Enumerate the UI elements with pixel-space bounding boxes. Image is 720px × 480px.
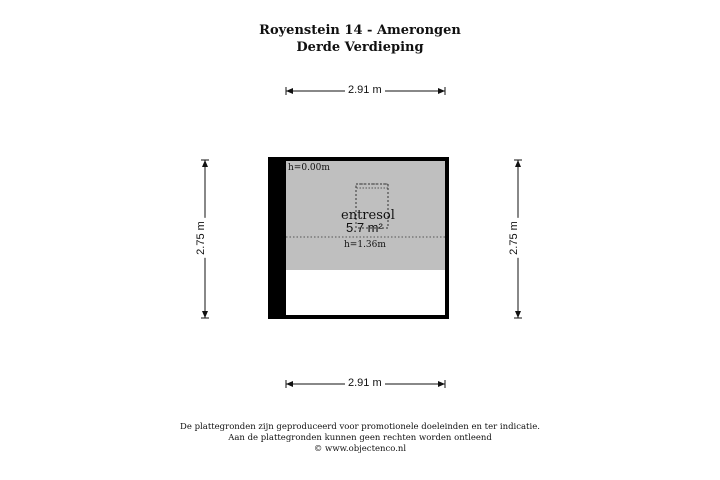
dimension-label-bottom: 2.91 m: [345, 377, 385, 389]
dimension-label-left: 2.75 m: [195, 218, 207, 258]
room-height-line: h=1.36m: [344, 240, 386, 250]
room-height-top: h=0.00m: [288, 163, 330, 173]
dimension-label-top: 2.91 m: [345, 84, 385, 96]
title-address: Royenstein 14 - Amerongen: [259, 23, 461, 38]
floor-open: [286, 270, 445, 315]
disclaimer-copyright: © www.objectenco.nl: [313, 444, 407, 454]
title-floor: Derde Verdieping: [296, 40, 424, 55]
dimension-label-right: 2.75 m: [508, 218, 520, 258]
disclaimer: [0, 422, 720, 455]
room-area: 5.7 m²: [346, 220, 383, 235]
room-entresol: [268, 157, 449, 319]
disclaimer-line-1: De plattegronden zijn geproduceerd voor promotionele doeleinden en ter indicatie.: [180, 422, 540, 432]
disclaimer-line-2: Aan de plattegronden kunnen geen rechten worden ontleend: [228, 433, 492, 443]
room-name: entresol: [341, 208, 395, 223]
